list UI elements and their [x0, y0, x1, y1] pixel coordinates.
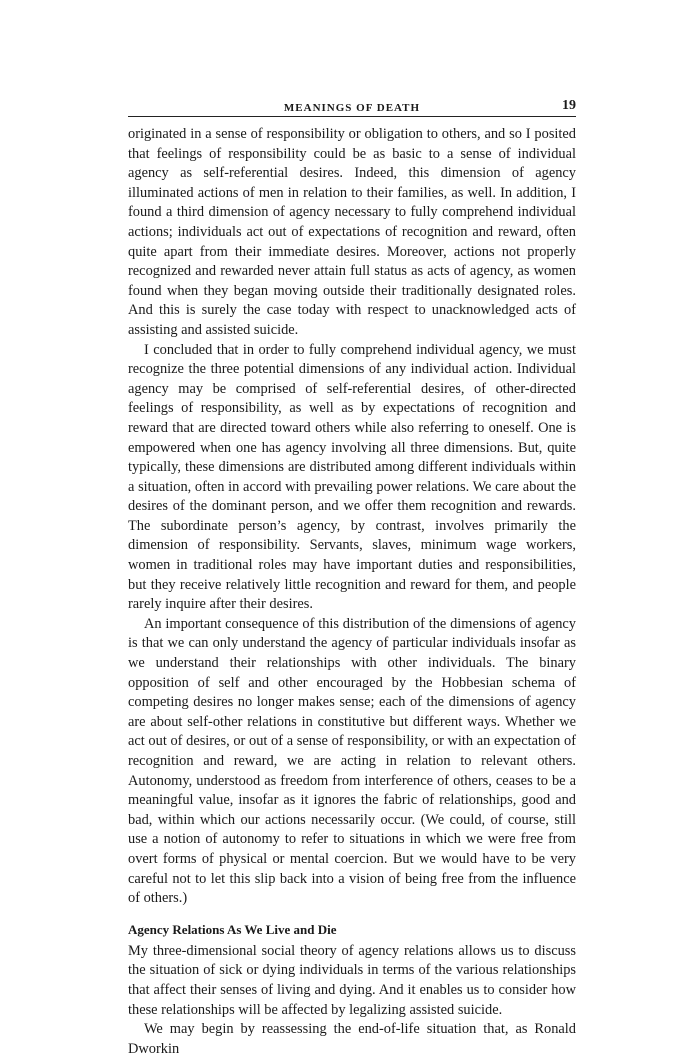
paragraph-3: An important consequence of this distribution of the dimensions of agency is that we can only understand the agency of particular individuals insofar as we understand their relationships with other individuals. The binary opposition of self and other encouraged by the Hobbesian schema of competing desires no longer makes sense; each of the dimensions of agency are about self-other relations in constitutive but different ways. Whether we act out of desires, or out of a sense of responsibility, or with an expectation of recognition and reward, we are acting in relation to relevant others. Autonomy, understood as freedom from interference of others, ceases to be a meaningful value, insofar as it ignores the fabric of relationships, good and bad, within which our actions necessarily occur. (We could, of course, still use a notion of autonomy to refer to situations in which we were free from overt forms of physical or mental coercion. But we would have to be very careful not to let this slip back into a vision of being free from the influence of others.) [128, 615, 576, 907]
paragraph-4: My three-dimensional social theory of agency relations allows us to discuss the situation of sick or dying individuals in terms of the various relationships that affect their senses of living and dying. And it enables us to consider how these relationships will be affected by legalizing assisted suicide. [128, 942, 576, 1018]
running-head [128, 100, 576, 117]
running-title: MEANINGS OF DEATH [283, 102, 421, 114]
book-page [128, 100, 576, 1059]
paragraph-5: We may begin by reassessing the end-of-life situation that, as Ronald Dworkin [128, 1021, 576, 1057]
section-heading: Agency Relations As We Live and Die [128, 921, 337, 937]
body-text [128, 125, 576, 1059]
paragraph-2: I concluded that in order to fully comprehend individual agency, we must recognize the three potential dimensions of any individual action. Individual agency may be comprised of self-referential desires, of other-directed feelings of responsibility, as well as by expectations of recognition and reward that are directed toward others while also referring to oneself. One is empowered when one has agency involving all three dimensions. But, quite typically, these dimensions are distributed among different individuals within a situation, often in accord with prevailing power relations. We care about the desires of the dominant person, and we offer them recognition and rewards. The subordinate person’s agency, by contrast, involves primarily the dimension of responsibility. Servants, slaves, minimum wage workers, women in traditional roles may have important duties and responsibilities, but they receive relatively little recognition and reward for them, and people rarely inquire after their desires. [128, 341, 576, 613]
page-number: 19 [562, 98, 576, 113]
paragraph-1: originated in a sense of responsibility or obligation to others, and so I posited that feelings of responsibility could be as basic to a sense of individual agency as self-referential desires. Indeed, this dimension of agency illuminated actions of men in relation to their families, as well. In addition, I found a third dimension of agency necessary to fully comprehend individual actions; individuals act out of expectations of recognition and reward, often quite apart from their immediate desires. Moreover, actions not properly recognized and rewarded never attain full status as acts of agency, as women found when they began moving outside their traditionally designated roles. And this is surely the case today with respect to unacknowledged acts of assisting and assisted suicide. [128, 126, 576, 338]
